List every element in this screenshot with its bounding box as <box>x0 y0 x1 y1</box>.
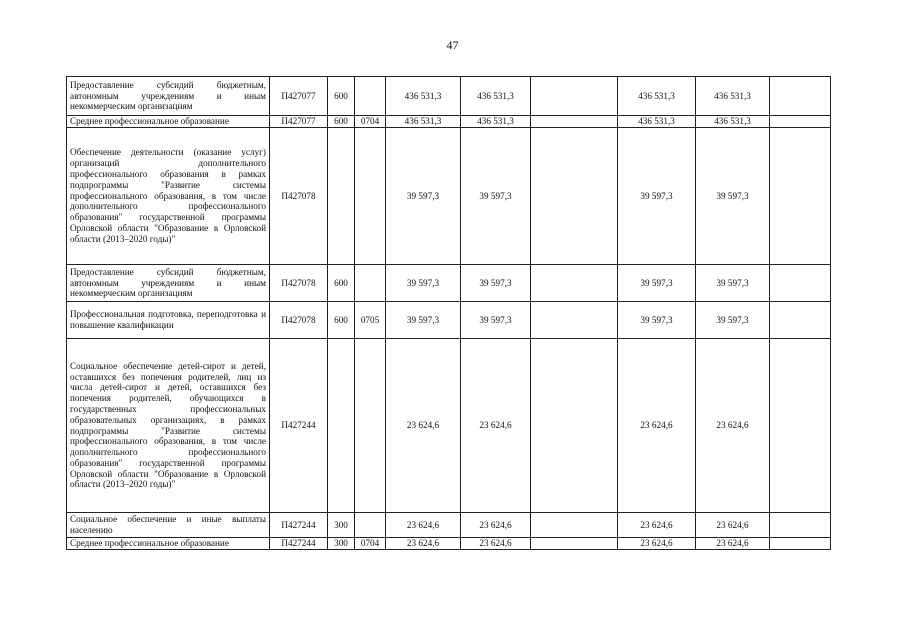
sum-2: 436 531,3 <box>461 77 531 116</box>
sum-6 <box>770 116 831 128</box>
row-name: Социальное обеспечение и иные выплаты населению <box>67 513 270 538</box>
row-name: Предоставление субсидий бюджетным, автономным учреждениям и иным некоммерческим организациям <box>67 77 270 116</box>
sum-5: 23 624,6 <box>696 339 770 513</box>
sum-4: 39 597,3 <box>618 128 696 265</box>
sum-5: 39 597,3 <box>696 302 770 339</box>
expense-type: 600 <box>328 265 355 302</box>
sum-3 <box>531 128 618 265</box>
section-code <box>355 77 386 116</box>
sum-1: 39 597,3 <box>386 128 461 265</box>
row-name: Среднее профессиональное образование <box>67 538 270 550</box>
expense-type: 600 <box>328 77 355 116</box>
section-code: 0704 <box>355 538 386 550</box>
budget-table <box>66 76 831 550</box>
sum-6 <box>770 302 831 339</box>
sum-5: 39 597,3 <box>696 128 770 265</box>
sum-3 <box>531 339 618 513</box>
target-code: П427078 <box>270 302 328 339</box>
sum-4: 23 624,6 <box>618 513 696 538</box>
table-row <box>67 77 831 116</box>
sum-4: 23 624,6 <box>618 538 696 550</box>
page-number: 47 <box>446 38 459 52</box>
table-row <box>67 128 831 265</box>
table-row <box>67 513 831 538</box>
sum-1: 23 624,6 <box>386 339 461 513</box>
row-name: Предоставление субсидий бюджетным, автономным учреждениям и иным некоммерческим организациям <box>67 265 270 302</box>
sum-1: 39 597,3 <box>386 302 461 339</box>
expense-type: 600 <box>328 116 355 128</box>
section-code <box>355 265 386 302</box>
section-code: 0704 <box>355 116 386 128</box>
sum-5: 436 531,3 <box>696 77 770 116</box>
expense-type <box>328 339 355 513</box>
sum-2: 39 597,3 <box>461 128 531 265</box>
sum-4: 436 531,3 <box>618 116 696 128</box>
sum-3 <box>531 265 618 302</box>
target-code: П427077 <box>270 77 328 116</box>
sum-4: 23 624,6 <box>618 339 696 513</box>
section-code <box>355 128 386 265</box>
sum-2: 23 624,6 <box>461 339 531 513</box>
section-code: 0705 <box>355 302 386 339</box>
sum-1: 23 624,6 <box>386 513 461 538</box>
sum-1: 436 531,3 <box>386 77 461 116</box>
table-row <box>67 302 831 339</box>
sum-5: 436 531,3 <box>696 116 770 128</box>
sum-3 <box>531 513 618 538</box>
sum-4: 39 597,3 <box>618 265 696 302</box>
expense-type: 300 <box>328 513 355 538</box>
sum-3 <box>531 116 618 128</box>
sum-5: 23 624,6 <box>696 538 770 550</box>
target-code: П427244 <box>270 538 328 550</box>
target-code: П427244 <box>270 513 328 538</box>
sum-2: 23 624,6 <box>461 538 531 550</box>
section-code <box>355 513 386 538</box>
expense-type <box>328 128 355 265</box>
expense-type: 600 <box>328 302 355 339</box>
sum-1: 39 597,3 <box>386 265 461 302</box>
sum-4: 39 597,3 <box>618 302 696 339</box>
sum-6 <box>770 538 831 550</box>
sum-2: 39 597,3 <box>461 302 531 339</box>
target-code: П427077 <box>270 116 328 128</box>
row-name: Обеспечение деятельности (оказание услуг) организаций дополнительного профессионального образования в рамках подпрограммы "Развитие системы профессионального образования, в том числе дополнительного профессионального образования" государственной программы Орловской области "Образование в Орловской области (2013–2020 годы)" <box>67 128 270 265</box>
sum-5: 39 597,3 <box>696 265 770 302</box>
row-name: Среднее профессиональное образование <box>67 116 270 128</box>
sum-6 <box>770 77 831 116</box>
sum-6 <box>770 339 831 513</box>
table-row <box>67 339 831 513</box>
target-code: П427244 <box>270 339 328 513</box>
sum-3 <box>531 302 618 339</box>
sum-6 <box>770 513 831 538</box>
sum-6 <box>770 128 831 265</box>
sum-2: 39 597,3 <box>461 265 531 302</box>
sum-2: 436 531,3 <box>461 116 531 128</box>
row-name: Социальное обеспечение детей-сирот и детей, оставшихся без попечения родителей, лиц из числа детей-сирот и детей, оставшихся без попечения родителей, обучающихся в государственных профессиональных образовательных организациях, в рамках подпрограммы "Развитие системы профессионального образования, в том числе дополнительного профессионального образования" государственной программы Орловской области "Образование в Орловской области (2013–2020 годы)" <box>67 339 270 513</box>
sum-3 <box>531 77 618 116</box>
target-code: П427078 <box>270 265 328 302</box>
target-code: П427078 <box>270 128 328 265</box>
sum-4: 436 531,3 <box>618 77 696 116</box>
sum-3 <box>531 538 618 550</box>
sum-6 <box>770 265 831 302</box>
sum-1: 436 531,3 <box>386 116 461 128</box>
row-name: Профессиональная подготовка, переподготовка и повышение квалификации <box>67 302 270 339</box>
table-row <box>67 538 831 550</box>
sum-1: 23 624,6 <box>386 538 461 550</box>
section-code <box>355 339 386 513</box>
table-row <box>67 265 831 302</box>
sum-5: 23 624,6 <box>696 513 770 538</box>
sum-2: 23 624,6 <box>461 513 531 538</box>
expense-type: 300 <box>328 538 355 550</box>
table-row <box>67 116 831 128</box>
